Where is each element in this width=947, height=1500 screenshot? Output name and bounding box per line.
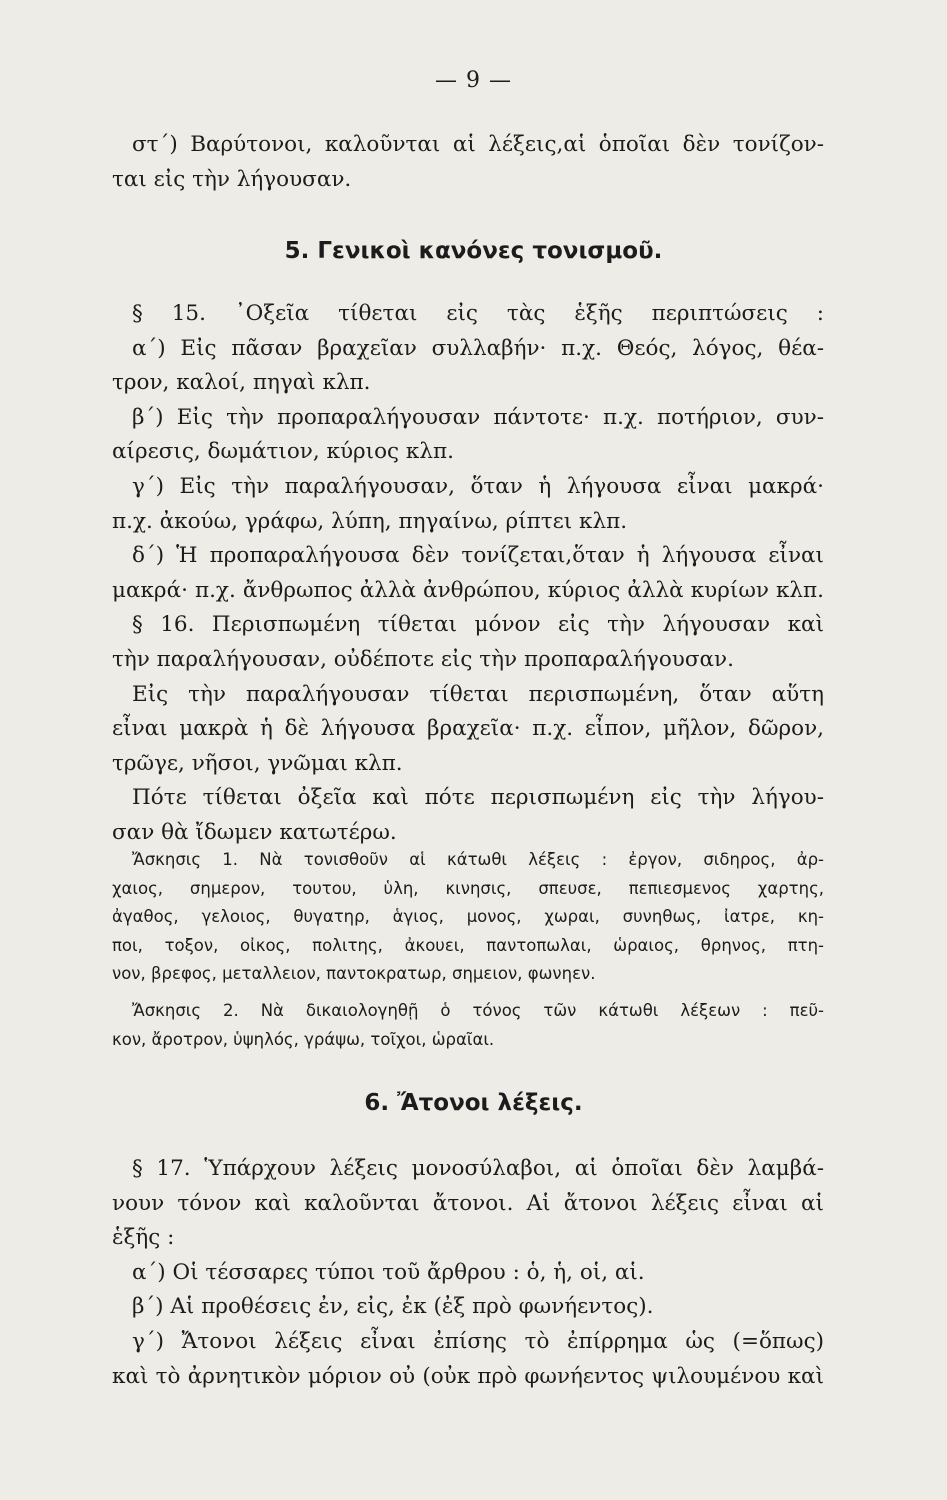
text-line: Πότε τίθεται ὀξεῖα καὶ πότε περισπωμένη εἰς τὴν λήγου-	[132, 785, 824, 811]
text-line: Εἰς τὴν παραλήγουσαν τίθεται περισπωμένη, ὅταν αὕτη	[132, 681, 824, 707]
text-line: αίρεσις, δωμάτιον, κύριος κλπ.	[112, 439, 454, 465]
exercise-line: χαιος, σημερον, τουτου, ὑλη, κινησις, σπευσε, πεπιεσμενος χαρτης,	[112, 878, 824, 898]
text-line: τρον, καλοί, πηγαὶ κλπ.	[112, 370, 371, 396]
text-line: β΄) Αἱ προθέσεις ἐν, εἰς, ἐκ (ἐξ πρὸ φωνήεντος).	[132, 1294, 654, 1320]
text-line: α΄) Εἰς πᾶσαν βραχεῖαν συλλαβήν· π.χ. Θεός, λόγος, θέα-	[132, 335, 824, 361]
heading-atonic-words: 6. Ἄτονοι λέξεις.	[364, 1090, 583, 1116]
exercise-line: κον, ἄροτρον, ὑψηλός, γράψω, τοῖχοι, ὡραῖαι.	[112, 1029, 495, 1049]
text-line: δ΄) Ἡ προπαραλήγουσα δὲν τονίζεται,ὅταν ἡ λήγουσα εἶναι	[132, 543, 824, 569]
section-barytones	[112, 128, 824, 197]
text-line: α΄) Οἱ τέσσαρες τύποι τοῦ ἄρθρου : ὁ, ἡ, οἱ, αἱ.	[132, 1259, 645, 1285]
text-line: ται εἰς τὴν λήγουσαν.	[112, 166, 352, 192]
exercises	[112, 846, 824, 1054]
text-line: τρῶγε, νῆσοι, γνῶμαι κλπ.	[112, 750, 403, 776]
exercise-line: ἀγαθος, γελοιος, θυγατηρ, ἁγιος, μονος, χωραι, συνηθως, ἰατρε, κη-	[112, 907, 824, 927]
text-line: τὴν παραλήγουσαν, οὐδέποτε εἰς τὴν προπαραλήγουσαν.	[112, 646, 734, 672]
exercise-line: Ἄσκησις 1. Νὰ τονισθοῦν αἱ κάτωθι λέξεις : ἐργον, σιδηρος, ἀρ-	[132, 850, 824, 869]
text-line: § 16. Περισπωμένη τίθεται μόνον εἰς τὴν λήγουσαν καὶ	[132, 612, 824, 638]
text-line: μακρά· π.χ. ἄνθρωπος ἀλλὰ ἀνθρώπου, κύριος ἀλλὰ κυρίων κλπ.	[112, 577, 824, 603]
text-line: σαν θὰ ἴδωμεν κατωτέρω.	[112, 819, 397, 845]
text-line: καὶ τὸ ἀρνητικὸν μόριον οὐ (οὐκ πρὸ φωνήεντος ψιλουμένου καὶ	[112, 1363, 824, 1389]
text-line: νουν τόνον καὶ καλοῦνται ἄτονοι. Αἱ ἄτονοι λέξεις εἶναι αἱ	[112, 1190, 824, 1216]
heading-general-rules: 5. Γενικοὶ κανόνες τονισμοῦ.	[284, 238, 663, 264]
exercise-line: Ἄσκησις 2. Νὰ δικαιολογηθῇ ὁ τόνος τῶν κάτωθι λέξεων : πεῦ-	[132, 1000, 824, 1020]
text-line: ἑξῆς :	[112, 1225, 175, 1251]
section-accent-rules	[112, 297, 824, 851]
page-number: — 9 —	[435, 68, 512, 93]
text-line: π.χ. ἀκούω, γράφω, λύπη, πηγαίνω, ρίπτει κλπ.	[112, 508, 628, 534]
text-line: γ΄) Ἄτονοι λέξεις εἶναι ἐπίσης τὸ ἐπίρρημα ὡς (=ὅπως)	[132, 1328, 824, 1354]
text-line: εἶναι μακρὰ ἡ δὲ λήγουσα βραχεῖα· π.χ. εἶπον, μῆλον, δῶρον,	[112, 716, 824, 742]
text-line: γ΄) Εἰς τὴν παραλήγουσαν, ὅταν ἡ λήγουσα εἶναι μακρά·	[132, 473, 824, 499]
exercise-line: νον, βρεφος, μεταλλειον, παντοκρατωρ, σημειον, φωνηεν.	[112, 964, 596, 984]
section-atonic	[112, 1152, 824, 1394]
exercise-line: ποι, τοξον, οἰκος, πολιτης, ἀκουει, παντοπωλαι, ὡραιος, θρηνος, πτη-	[112, 935, 824, 955]
text-line: § 17. Ὑπάρχουν λέξεις μονοσύλαβοι, αἱ ὁποῖαι δὲν λαμβά-	[132, 1156, 824, 1181]
text-line: στ΄) Βαρύτονοι, καλοῦνται αἱ λέξεις,αἱ ὁποῖαι δὲν τονίζον-	[132, 132, 824, 157]
text-line: § 15. ᾿Οξεῖα τίθεται εἰς τὰς ἑξῆς περιπτώσεις :	[132, 301, 824, 326]
text-line: β΄) Εἰς τὴν προπαραλήγουσαν πάντοτε· π.χ. ποτήριον, συν-	[132, 404, 824, 430]
